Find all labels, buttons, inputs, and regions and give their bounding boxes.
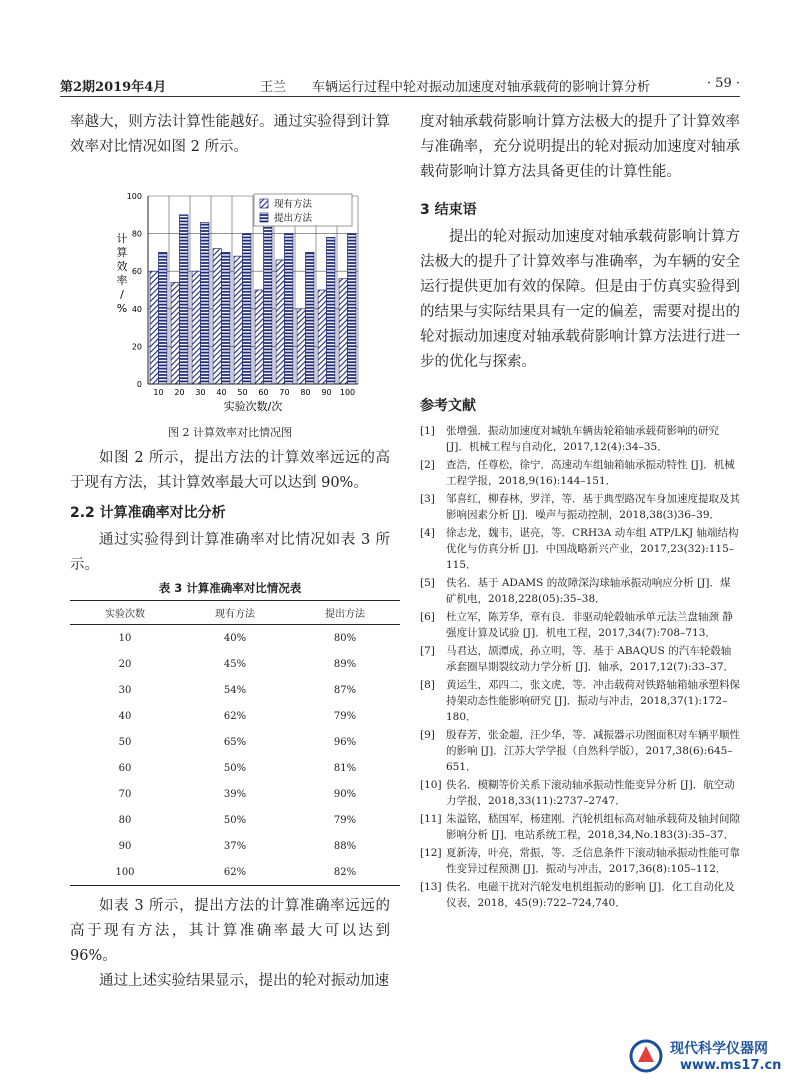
table-row [70, 807, 400, 833]
y-axis-label: 计算效率/ % [116, 232, 128, 315]
logo-icon [628, 1038, 664, 1074]
references-heading: 参考文献 [420, 398, 476, 414]
table-cell: 40 [118, 710, 132, 722]
table-cell: 62% [223, 710, 247, 722]
running-title: 王兰 车辆运行过程中轮对振动加速度对轴承载荷的影响计算分析 [260, 80, 651, 95]
paragraph: 如图 2 所示，提出方法的计算效率远远的高于现有方法，其计算效率最大可以达到 90%。 [70, 450, 390, 491]
table-row [70, 833, 400, 859]
table-cell: 37% [223, 840, 247, 852]
table-row [70, 781, 400, 807]
x-tick-label: 60 [258, 388, 269, 397]
table-cell: 10 [118, 632, 132, 644]
table-cell: 30 [118, 684, 132, 696]
paragraph: 通过上述实验结果显示，提出的轮对振动加速 [99, 973, 389, 989]
bar-existing [234, 256, 243, 384]
paragraph: 如表 3 所示，提出方法的计算准确率远远的高于现有方法，其计算准确率最大可以达到 96%。 [70, 898, 390, 964]
reference-item [420, 677, 740, 725]
bar-proposed [348, 234, 357, 384]
right-column [420, 110, 740, 913]
paragraph: 度对轴承载荷影响计算方法极大的提升了计算效率与准确率，充分说明提出的轮对振动加速度对轴承载荷影响计算方法具备更佳的计算性能。 [420, 114, 740, 180]
bar-existing [339, 279, 348, 384]
reference-item [420, 525, 740, 573]
reference-item [420, 491, 740, 523]
table-cell: 96% [333, 736, 357, 748]
x-axis-label: 实验次数/次 [223, 400, 283, 413]
table-cell: 60 [118, 762, 132, 774]
reference-text: 张增强．振动加速度对城轨车辆齿轮箱轴承载荷影响的研究 [J]．机械工程与自动化，2017,12(4):34–35． [446, 425, 719, 453]
bar-existing [171, 282, 180, 384]
bar-existing [276, 260, 285, 384]
table-row [70, 625, 400, 652]
bar-existing [213, 249, 222, 384]
table-cell: 39% [223, 788, 247, 800]
x-tick-label: 10 [153, 388, 164, 397]
reference-item [420, 777, 740, 809]
bar-proposed [327, 237, 336, 384]
bar-proposed [243, 234, 252, 384]
reference-number: [5] [420, 577, 435, 589]
table-cell: 54% [223, 684, 247, 696]
legend-swatch [260, 213, 268, 222]
table-cell: 45% [223, 658, 247, 670]
y-tick-label: 40 [131, 304, 142, 314]
reference-text: 徐志龙，魏韦，谌亮，等．CRH3A 动车组 ATP/LKJ 轴端结构优化与仿真分析 [J]．中国战略新兴产业，2017,23(32):115–115． [446, 527, 739, 571]
table-cell: 87% [333, 684, 357, 696]
table-row [70, 755, 400, 781]
reference-item [420, 845, 740, 877]
table-cell: 90% [333, 788, 357, 800]
table-cell: 88% [333, 840, 357, 852]
table-cell: 79% [333, 814, 357, 826]
page-number: · 59 · [706, 76, 740, 91]
table-cell: 50 [118, 736, 132, 748]
section-heading: 3 结束语 [420, 202, 477, 218]
x-tick-label: 70 [279, 388, 290, 397]
reference-number: [11] [420, 813, 442, 825]
figure-caption: 图 2 计算效率对比情况图 [168, 426, 292, 439]
bar-proposed [222, 252, 231, 384]
x-tick-label: 80 [300, 388, 311, 397]
table-cell: 100 [70, 859, 180, 886]
x-tick-label: 90 [321, 388, 332, 397]
issue-info: 第2期2019年4月 [60, 80, 167, 95]
bar-proposed [201, 222, 210, 384]
logo-url: www.ms17.cn [680, 1058, 782, 1073]
reference-number: [2] [420, 459, 435, 471]
reference-text: 杜立军，陈芳华，章有良．非驱动轮毂轴承单元法兰盘轴颈 静强度计算及试验 [J]．机电工程，2017,34(7):708–713． [446, 611, 733, 639]
x-tick-label: 40 [216, 388, 227, 397]
reference-item [420, 811, 740, 843]
bar-proposed [159, 252, 168, 384]
bar-existing [192, 271, 201, 384]
table-header: 实验次数 [70, 601, 180, 625]
bar-proposed [180, 215, 189, 384]
table-cell: 62% [180, 859, 290, 886]
table-header: 现有方法 [180, 601, 290, 625]
reference-text: 马君达，颉潭成，孙立明，等．基于 ABAQUS 的汽车轮毂轴承套圈早期裂纹动力学分析 [J]．轴承，2017,12(7):33–37． [446, 645, 735, 673]
reference-text: 邹喜红，柳春林，罗洋，等．基于典型路况车身加速度提取及其影响因素分析 [J]．噪声与振动控制，2018,38(3)36–39． [446, 493, 740, 521]
efficiency-chart [70, 166, 390, 416]
bar-proposed [285, 234, 294, 384]
reference-number: [7] [420, 645, 435, 657]
figure-2 [70, 166, 390, 440]
reference-text: 殷春芳，张金超，汪少华，等．减振器示功图面积对车辆平顺性的影响 [J]．江苏大学学报（自然科学版），2017,38(6):645–651． [446, 729, 740, 773]
table-cell: 82% [290, 859, 400, 886]
table-cell: 50% [223, 762, 247, 774]
legend-swatch [260, 199, 268, 208]
bar-proposed [306, 252, 315, 384]
paragraph: 率越大，则方法计算性能越好。通过实验得到计算效率对比情况如图 2 所示。 [70, 114, 390, 155]
reference-text: 查浩，任尊松，徐宁．高速动车组轴箱轴承振动特性 [J]．机械工程学报，2018,9(16):144–151． [446, 459, 735, 487]
reference-text: 黄运生，邓四二，张文虎，等．冲击载荷对铁路轴箱轴承塑料保持架动态性能影响研究 [J]．振动与冲击，2018,37(1):172–180． [446, 679, 740, 723]
bar-existing [150, 271, 159, 384]
reference-number: [9] [420, 729, 435, 741]
y-tick-label: 0 [136, 380, 142, 389]
reference-number: [12] [420, 847, 442, 859]
logo-name: 现代科学仪器网 [670, 1041, 768, 1057]
bar-existing [255, 290, 264, 384]
bar-existing [297, 309, 306, 384]
reference-number: [10] [420, 779, 442, 791]
reference-text: 夏新涛，叶亮，常振，等．乏信息条件下滚动轴承振动性能可靠性变异过程预测 [J]．振动与冲击，2017,36(8):105–112． [446, 847, 740, 875]
table-cell: 65% [223, 736, 247, 748]
y-tick-label: 80 [131, 229, 142, 239]
table-cell: 50% [223, 814, 247, 826]
reference-item [420, 609, 740, 641]
table-cell: 80 [118, 814, 132, 826]
table-cell: 20 [118, 658, 132, 670]
table-cell: 89% [333, 658, 357, 670]
site-logo [628, 1032, 798, 1080]
reference-number: [1] [420, 425, 435, 437]
running-header [60, 74, 740, 97]
reference-text: 朱溢铭，嵇国军，杨建刚．汽轮机组标高对轴承载荷及轴封间隙影响分析 [J]．电站系统工程，2018,34,No.183(3):35–37． [446, 813, 740, 841]
table-row [70, 729, 400, 755]
reference-text: 佚名．电磁干扰对汽轮发电机组振动的影响 [J]．化工自动化及仪表，2018，45(9):722–724,740． [446, 881, 735, 909]
reference-number: [8] [420, 679, 435, 691]
reference-list [420, 423, 740, 911]
bar-existing [318, 290, 327, 384]
table-header-row [70, 601, 400, 625]
table-cell: 70 [118, 788, 132, 800]
reference-number: [13] [420, 881, 442, 893]
x-tick-label: 20 [174, 388, 185, 397]
paragraph: 通过实验得到计算准确率对比情况如表 3 所示。 [70, 532, 390, 573]
table-cell: 81% [333, 762, 357, 774]
table-cell: 80% [333, 632, 357, 644]
table-row [70, 859, 400, 886]
table-row [70, 703, 400, 729]
table-row [70, 651, 400, 677]
accuracy-table [70, 600, 400, 886]
paragraph: 提出的轮对振动加速度对轴承载荷影响计算方法极大的提升了计算效率与准确率，为车辆的安全运行提供更加有效的保障。但是由于仿真实验得到的结果与实际结果具有一定的偏差，需要对提出的轮对振动加速度对轴承载荷影响计算方法进行进一步的优化与探索。 [420, 229, 740, 370]
x-tick-label: 50 [237, 388, 248, 397]
reference-item [420, 575, 740, 607]
left-column [70, 110, 390, 994]
reference-number: [6] [420, 611, 435, 623]
reference-item [420, 643, 740, 675]
reference-text: 佚名．基于 ADAMS 的故障深沟球轴承振动响应分析 [J]．煤矿机电，2018,228(05):35–38． [446, 577, 731, 605]
table-header: 提出方法 [290, 601, 400, 625]
reference-item [420, 457, 740, 489]
table-cell: 40% [223, 632, 247, 644]
y-tick-label: 20 [131, 342, 142, 352]
section-heading: 2.2 计算准确率对比分析 [70, 505, 226, 521]
reference-text: 佚名．模糊等价关系下滚动轴承振动性能变异分析 [J]．航空动力学报，2018,33(11):2737–2747． [446, 779, 735, 807]
x-tick-label: 100 [339, 388, 356, 397]
reference-number: [3] [420, 493, 435, 505]
bar-proposed [264, 219, 273, 384]
table-cell: 90 [118, 840, 132, 852]
y-tick-label: 100 [126, 192, 142, 201]
reference-item [420, 423, 740, 455]
y-tick-label: 60 [131, 267, 142, 277]
table-row [70, 677, 400, 703]
x-tick-label: 30 [195, 388, 206, 397]
table-cell: 79% [333, 710, 357, 722]
reference-item [420, 727, 740, 775]
table-title: 表 3 计算准确率对比情况表 [158, 581, 302, 595]
legend-entry: 现有方法 [274, 199, 313, 210]
legend-entry: 提出方法 [274, 213, 313, 224]
reference-item [420, 879, 740, 911]
reference-number: [4] [420, 527, 435, 539]
